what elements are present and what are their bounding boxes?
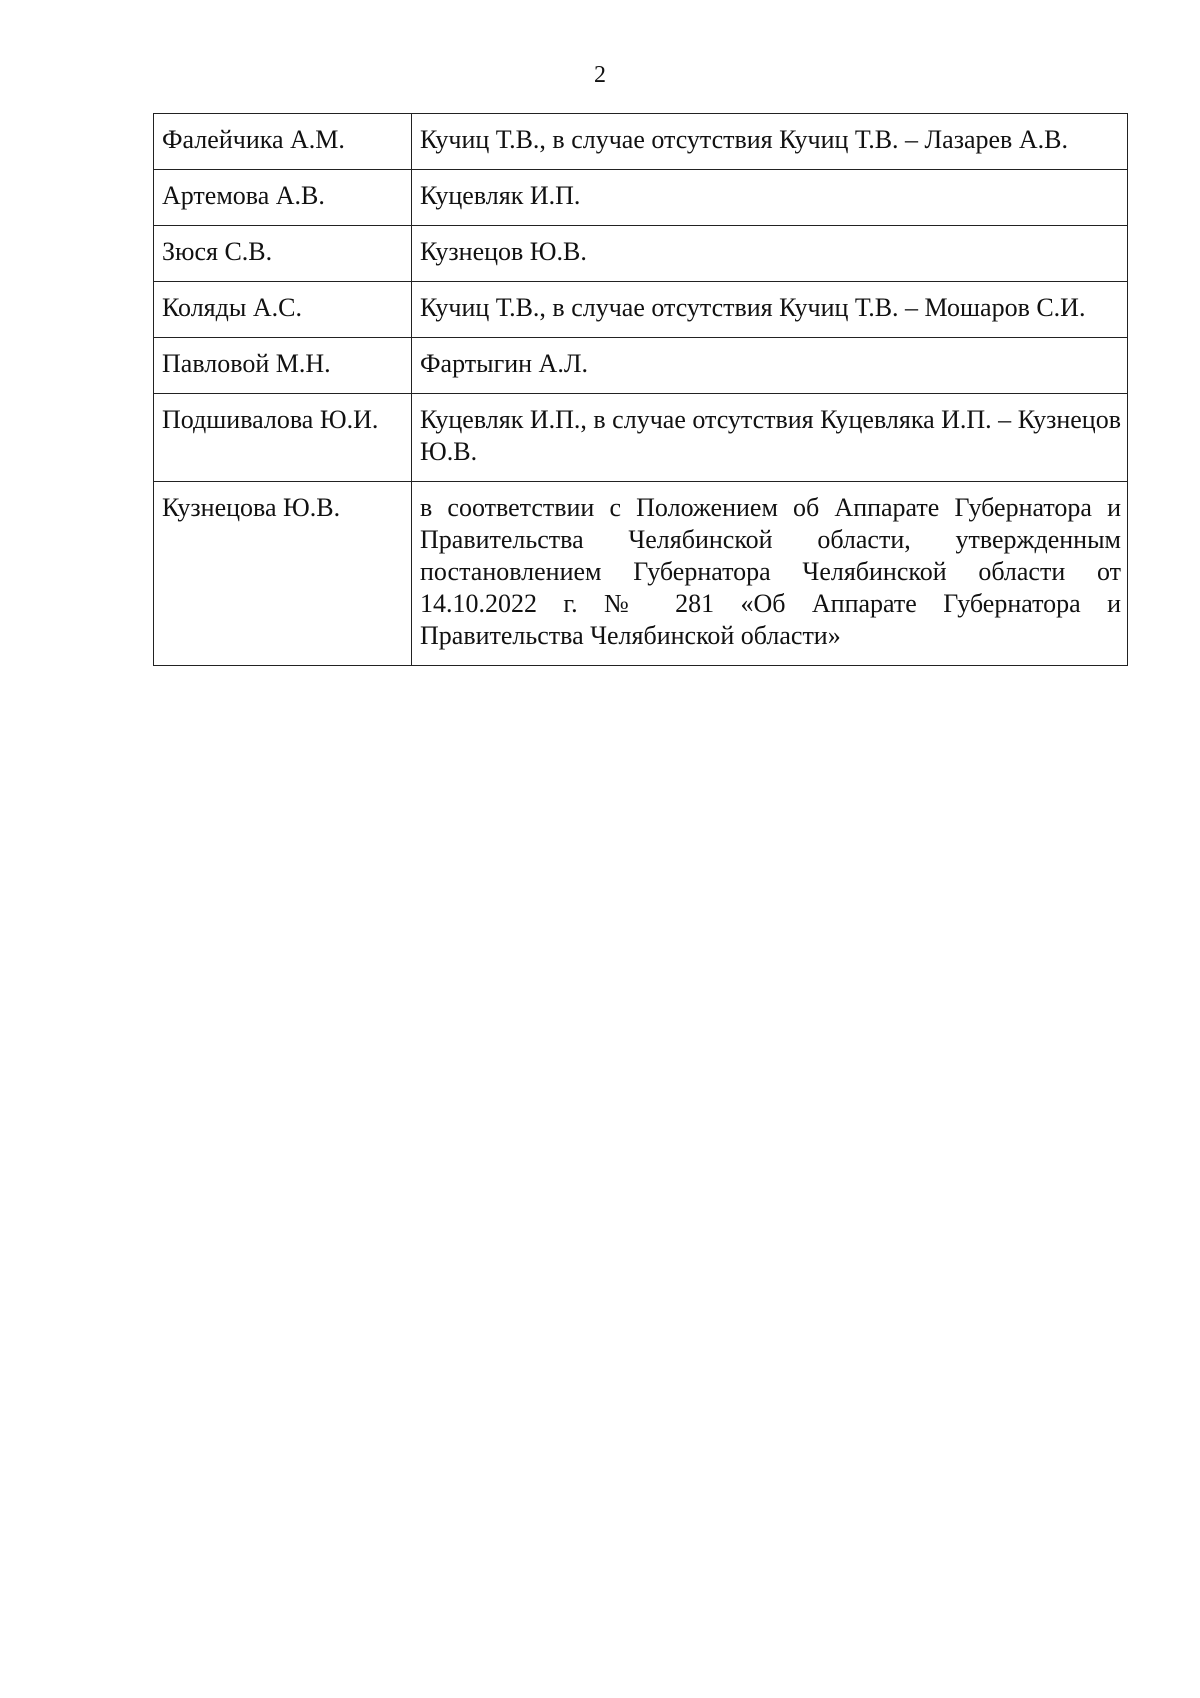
responsible-person-cell: Кучиц Т.В., в случае отсутствия Кучиц Т.В. – Лазарев А.В. [412,114,1128,170]
responsible-person-cell: Куцевляк И.П., в случае отсутствия Куцевляка И.П. – Кузнецов Ю.В. [412,394,1128,482]
responsible-person-cell: в соответствии с Положением об Аппарате Губернатора и Правительства Челябинской области, утвержденным постановлением Губернатора Челябинской области от 14.10.2022 г. № 281 «Об Аппарате Губернатора и Правительства Челябинской области» [412,482,1128,666]
table-row [154,114,1128,170]
official-name-cell: Павловой М.Н. [154,338,412,394]
official-name-cell: Кузнецова Ю.В. [154,482,412,666]
table-row [154,482,1128,666]
responsible-person-cell: Фартыгин А.Л. [412,338,1128,394]
official-name-cell: Подшивалова Ю.И. [154,394,412,482]
responsible-person-cell: Кузнецов Ю.В. [412,226,1128,282]
table-row [154,226,1128,282]
table-row [154,170,1128,226]
table-row [154,282,1128,338]
official-name-cell: Артемова А.В. [154,170,412,226]
table-row [154,394,1128,482]
official-name-cell: Коляды А.С. [154,282,412,338]
official-name-cell: Фалейчика А.М. [154,114,412,170]
official-name-cell: Зюся С.В. [154,226,412,282]
page-number: 2 [594,62,606,88]
table-row [154,338,1128,394]
responsible-person-cell: Кучиц Т.В., в случае отсутствия Кучиц Т.В. – Мошаров С.И. [412,282,1128,338]
substitution-table [153,113,1128,666]
responsible-person-cell: Куцевляк И.П. [412,170,1128,226]
